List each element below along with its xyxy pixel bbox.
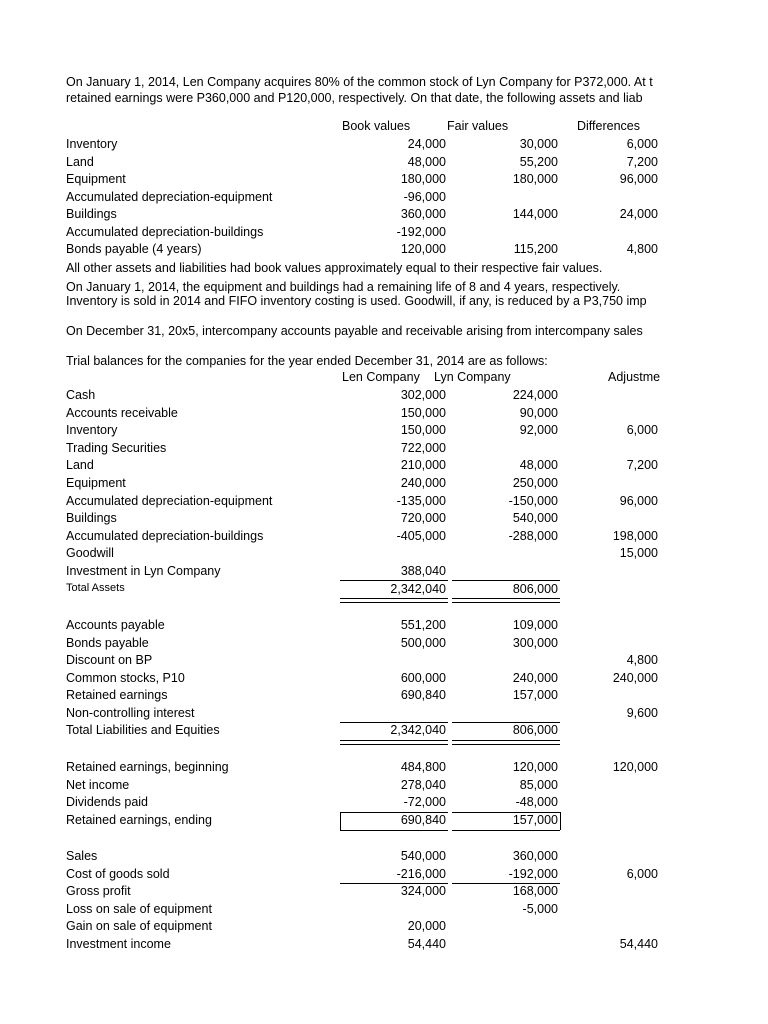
re-ending-right-border bbox=[560, 812, 561, 830]
cell-lyn: 224,000 bbox=[512, 388, 558, 402]
cell-len: 600,000 bbox=[400, 670, 446, 685]
row-label: Goodwill bbox=[66, 546, 114, 561]
row-label: Retained earnings, beginning bbox=[66, 760, 229, 774]
table-row bbox=[0, 760, 768, 778]
header-adjustments: Adjustme bbox=[608, 370, 661, 384]
table-row bbox=[0, 546, 768, 564]
cell-fair: 115,200 bbox=[513, 242, 558, 256]
cell-len: -72,000 bbox=[403, 795, 446, 810]
cell-lyn: 109,000 bbox=[512, 618, 558, 632]
table-row bbox=[0, 458, 768, 476]
table-row bbox=[0, 155, 768, 173]
re-ending-top-border-lyn bbox=[452, 812, 560, 813]
cell-adj: 240,000 bbox=[612, 670, 658, 685]
total-le-double-underline-lyn bbox=[452, 740, 560, 745]
total-le-double-underline-len bbox=[340, 740, 448, 745]
cell-lyn: 90,000 bbox=[519, 405, 558, 420]
total-assets-top-border-len bbox=[340, 580, 448, 581]
intro-line-1: On January 1, 2014, Len Company acquires 80% of the common stock of Lyn Company for P372,000. At t bbox=[66, 75, 653, 89]
cell-len: 240,000 bbox=[400, 476, 446, 490]
cell-len: 150,000 bbox=[400, 423, 446, 438]
cell-adj: 120,000 bbox=[612, 760, 658, 774]
cell-lyn: 300,000 bbox=[512, 635, 558, 650]
cell-lyn: -192,000 bbox=[508, 866, 558, 881]
table-row bbox=[0, 137, 768, 155]
cell-fair: 55,200 bbox=[519, 154, 558, 169]
table-row bbox=[0, 476, 768, 494]
cell-diff: 7,200 bbox=[626, 154, 658, 169]
row-label: Cost of goods sold bbox=[66, 866, 170, 881]
cell-adj: 15,000 bbox=[619, 546, 658, 561]
cell-len: 302,000 bbox=[400, 388, 446, 402]
header-len-company: Len Company bbox=[342, 370, 420, 384]
row-label: Gross profit bbox=[66, 884, 131, 899]
table-row bbox=[0, 937, 768, 955]
table-row bbox=[0, 618, 768, 636]
row-label: Net income bbox=[66, 777, 130, 792]
row-label: Common stocks, P10 bbox=[66, 670, 185, 685]
cell-len: 551,200 bbox=[400, 618, 446, 632]
para2-line-2: Inventory is sold in 2014 and FIFO inventory costing is used. Goodwill, if any, is reduced by a P3,750 imp bbox=[66, 294, 647, 308]
row-label: Discount on BP bbox=[66, 653, 153, 668]
table-row bbox=[0, 919, 768, 937]
table-row bbox=[0, 795, 768, 813]
total-assets-lyn: 806,000 bbox=[512, 582, 558, 596]
total-assets-label: Total Assets bbox=[66, 582, 125, 594]
cell-len: 324,000 bbox=[400, 884, 446, 899]
table-row bbox=[0, 225, 768, 243]
cogs-underline-len bbox=[340, 883, 448, 884]
cell-adj: 6,000 bbox=[626, 866, 658, 881]
cell-fair: 30,000 bbox=[519, 137, 558, 151]
cell-len: 54,440 bbox=[407, 937, 446, 951]
re-ending-bottom-border-lyn bbox=[452, 830, 560, 831]
table-row bbox=[0, 172, 768, 190]
cell-lyn: 92,000 bbox=[519, 423, 558, 438]
cell-len: 540,000 bbox=[400, 849, 446, 863]
row-label: Inventory bbox=[66, 137, 118, 151]
total-le-row bbox=[0, 723, 768, 741]
cell-lyn: 157,000 bbox=[512, 812, 558, 827]
cell-len: 278,040 bbox=[400, 777, 446, 792]
cell-diff: 24,000 bbox=[619, 207, 658, 221]
total-le-lyn: 806,000 bbox=[512, 723, 558, 737]
cell-adj: 9,600 bbox=[626, 706, 658, 720]
intro-line-2: retained earnings were P360,000 and P120,000, respectively. On that date, the following assets and liab bbox=[66, 91, 643, 105]
re-ending-top-border-len bbox=[340, 812, 448, 813]
cell-len: 388,040 bbox=[400, 564, 446, 578]
row-label: Accumulated depreciation-buildings bbox=[66, 224, 264, 239]
row-label: Equipment bbox=[66, 476, 126, 490]
table-row bbox=[0, 441, 768, 459]
tb-intro: Trial balances for the companies for the year ended December 31, 2014 are as follows: bbox=[66, 354, 548, 368]
cell-len: 484,800 bbox=[400, 760, 446, 774]
re-ending-bottom-border-len bbox=[340, 830, 448, 831]
row-label: Investment in Lyn Company bbox=[66, 564, 221, 578]
table-row bbox=[0, 778, 768, 796]
table-row bbox=[0, 813, 768, 831]
header-fair-values: Fair values bbox=[447, 119, 509, 133]
row-label: Gain on sale of equipment bbox=[66, 919, 212, 934]
row-label: Land bbox=[66, 154, 94, 169]
cell-lyn: -48,000 bbox=[515, 795, 558, 810]
header-book-values: Book values bbox=[342, 119, 411, 133]
row-label: Trading Securities bbox=[66, 440, 167, 455]
total-assets-len: 2,342,040 bbox=[390, 582, 446, 596]
table-row bbox=[0, 494, 768, 512]
table-row bbox=[0, 902, 768, 920]
re-ending-left-border bbox=[340, 812, 341, 830]
table-row bbox=[0, 671, 768, 689]
para3: On December 31, 20x5, intercompany accounts payable and receivable arising from intercompany sales bbox=[66, 324, 643, 338]
table-row bbox=[0, 190, 768, 208]
cell-lyn: 250,000 bbox=[512, 476, 558, 490]
cell-lyn: 85,000 bbox=[519, 777, 558, 792]
row-label: Land bbox=[66, 458, 94, 473]
cell-fair: 180,000 bbox=[512, 172, 558, 186]
table-row bbox=[0, 867, 768, 885]
cell-lyn: 540,000 bbox=[512, 511, 558, 526]
row-label: Accounts receivable bbox=[66, 405, 178, 420]
cell-diff: 6,000 bbox=[626, 137, 658, 151]
total-assets-top-border-lyn bbox=[452, 580, 560, 581]
table-row bbox=[0, 511, 768, 529]
cell-adj: 54,440 bbox=[619, 937, 658, 951]
row-label: Accounts payable bbox=[66, 618, 165, 632]
header-differences: Differences bbox=[577, 119, 640, 133]
row-label: Investment income bbox=[66, 937, 171, 951]
cell-book: -96,000 bbox=[403, 189, 446, 204]
cell-lyn: 240,000 bbox=[512, 670, 558, 685]
cell-len: -135,000 bbox=[396, 493, 446, 508]
row-label: Retained earnings bbox=[66, 688, 168, 703]
total-le-label: Total Liabilities and Equities bbox=[66, 723, 220, 737]
cell-diff: 4,800 bbox=[626, 242, 658, 256]
cell-book: 360,000 bbox=[400, 207, 446, 221]
cell-lyn: 157,000 bbox=[512, 688, 558, 703]
fv-note: All other assets and liabilities had book values approximately equal to their respective fair values. bbox=[66, 261, 603, 275]
table-row bbox=[0, 653, 768, 671]
cell-len: 690,840 bbox=[400, 688, 446, 703]
cell-lyn: -150,000 bbox=[508, 493, 558, 508]
table-row bbox=[0, 242, 768, 260]
row-label: Equipment bbox=[66, 172, 126, 186]
table-row bbox=[0, 423, 768, 441]
cell-adj: 96,000 bbox=[619, 493, 658, 508]
cell-fair: 144,000 bbox=[512, 207, 558, 221]
table-row bbox=[0, 406, 768, 424]
cell-diff: 96,000 bbox=[619, 172, 658, 186]
row-label: Accumulated depreciation-buildings bbox=[66, 528, 264, 543]
row-label: Cash bbox=[66, 388, 96, 402]
row-label: Sales bbox=[66, 849, 98, 863]
cogs-underline-lyn bbox=[452, 883, 560, 884]
cell-lyn: -288,000 bbox=[508, 528, 558, 543]
row-label: Buildings bbox=[66, 511, 117, 526]
row-label: Loss on sale of equipment bbox=[66, 901, 212, 916]
row-label: Retained earnings, ending bbox=[66, 812, 212, 827]
table-row bbox=[0, 207, 768, 225]
cell-book: 24,000 bbox=[407, 137, 446, 151]
row-label: Bonds payable (4 years) bbox=[66, 242, 202, 256]
row-label: Accumulated depreciation-equipment bbox=[66, 189, 273, 204]
table-row bbox=[0, 849, 768, 867]
cell-len: 210,000 bbox=[400, 458, 446, 473]
cell-len: 500,000 bbox=[400, 635, 446, 650]
cell-adj: 6,000 bbox=[626, 423, 658, 438]
row-label: Buildings bbox=[66, 207, 117, 221]
cell-len: 690,840 bbox=[400, 812, 446, 827]
cell-len: 722,000 bbox=[400, 440, 446, 455]
cell-len: 150,000 bbox=[400, 405, 446, 420]
cell-lyn: 168,000 bbox=[512, 884, 558, 899]
cell-len: 20,000 bbox=[407, 919, 446, 934]
cell-len: -405,000 bbox=[396, 528, 446, 543]
cell-adj: 7,200 bbox=[626, 458, 658, 473]
cell-lyn: -5,000 bbox=[522, 901, 558, 916]
cell-adj: 4,800 bbox=[626, 653, 658, 668]
cell-len: 720,000 bbox=[400, 511, 446, 526]
cell-lyn: 120,000 bbox=[512, 760, 558, 774]
cell-book: 120,000 bbox=[400, 242, 446, 256]
cell-adj: 198,000 bbox=[612, 528, 658, 543]
row-label: Bonds payable bbox=[66, 635, 149, 650]
table-row bbox=[0, 388, 768, 406]
row-label: Inventory bbox=[66, 423, 118, 438]
table-row bbox=[0, 884, 768, 902]
cell-lyn: 360,000 bbox=[512, 849, 558, 863]
row-label: Dividends paid bbox=[66, 795, 148, 810]
cell-book: 180,000 bbox=[400, 172, 446, 186]
total-assets-double-underline-len bbox=[340, 598, 448, 603]
total-le-len: 2,342,040 bbox=[390, 723, 446, 737]
table-row bbox=[0, 636, 768, 654]
para2-line-1: On January 1, 2014, the equipment and buildings had a remaining life of 8 and 4 years, respectively. bbox=[66, 280, 621, 294]
cell-lyn: 48,000 bbox=[519, 458, 558, 473]
cell-book: 48,000 bbox=[407, 154, 446, 169]
cell-book: -192,000 bbox=[396, 224, 446, 239]
row-label: Non-controlling interest bbox=[66, 706, 195, 720]
table-row bbox=[0, 529, 768, 547]
cell-len: -216,000 bbox=[396, 866, 446, 881]
header-lyn-company: Lyn Company bbox=[434, 370, 511, 384]
total-assets-double-underline-lyn bbox=[452, 598, 560, 603]
table-row bbox=[0, 688, 768, 706]
row-label: Accumulated depreciation-equipment bbox=[66, 493, 273, 508]
